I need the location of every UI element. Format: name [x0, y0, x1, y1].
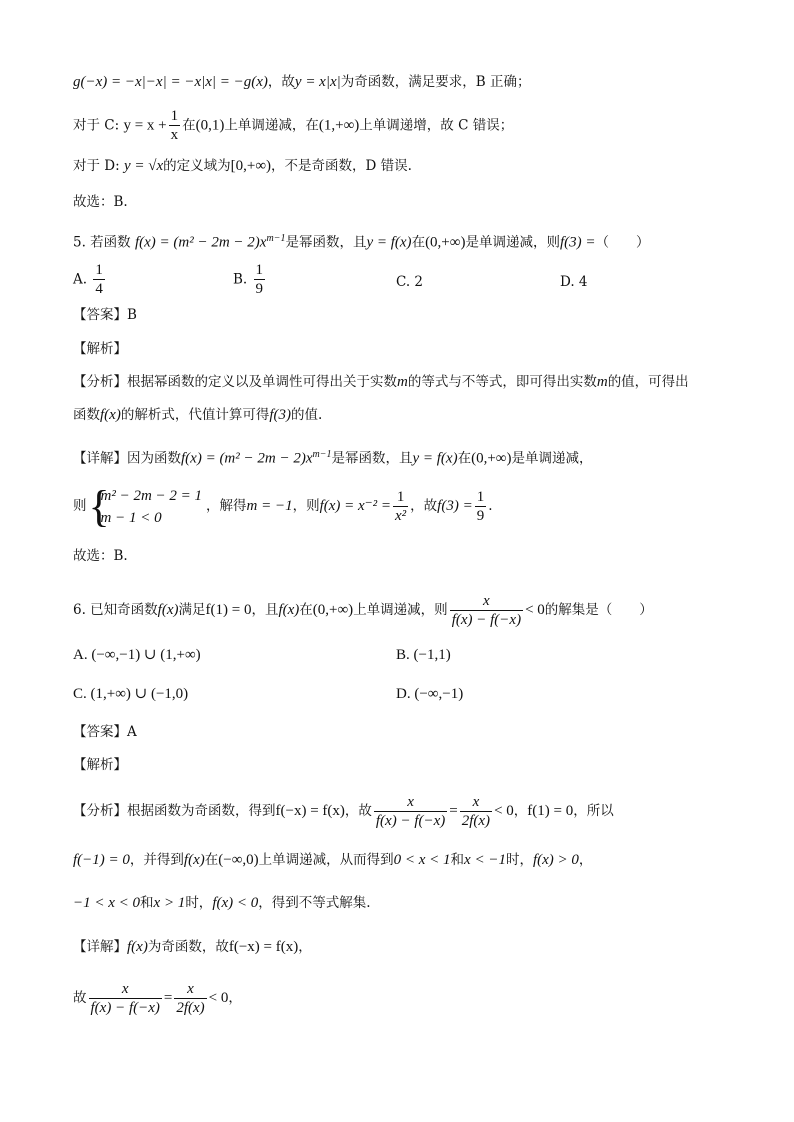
option-b: B. $\frac{1}{9}$: [233, 262, 264, 297]
fraction: $\frac{1}{9}$: [476, 488, 485, 524]
q6-fenxi-2: f(−1) = 0，并得到f(x)在(−∞,0)上单调递减，从而得到0 < x < 1和x < −1时，f(x) > 0，: [73, 852, 593, 868]
text: 在: [182, 117, 196, 134]
fraction: $\frac{x}{2f(x)}$: [176, 980, 205, 1016]
answer-blank: （ ）: [595, 234, 650, 251]
math-expr: f(3) =: [559, 234, 596, 251]
text: ，不是奇函数，D 错误.: [271, 158, 412, 174]
interval: (1,+∞): [318, 117, 360, 134]
exponent: m−1: [266, 233, 286, 244]
math-expr: f(x) = (m² − 2m − 2)x: [134, 234, 267, 251]
q5-answer: 【答案】B: [73, 307, 137, 323]
math-expr: g(−x) = −x|−x| = −x|x| = −g(x): [73, 74, 268, 90]
text: ，故: [267, 74, 295, 90]
text: 上单调递减，在: [224, 117, 319, 134]
option-a: A. (−∞,−1) ∪ (1,+∞): [73, 647, 201, 663]
q6-jiexi: 【解析】: [73, 757, 127, 773]
q6-xiangjie: 【详解】f(x)为奇函数，故f(−x) = f(x)，: [73, 939, 312, 955]
text: 为奇函数，满足要求，B 正确；: [340, 74, 531, 90]
q6-fenxi-1: 【分析】根据函数为奇函数，得到f(−x) = f(x)，故 $\frac{x}{f(x) - f(-x)}$ = $\frac{x}{2f(x)}$ < 0，f(1) = 0，所以: [73, 793, 614, 829]
text: 是单调递减，则: [465, 234, 560, 251]
text: 上单调递增，故 C 错误；: [359, 117, 514, 134]
q5-fenxi-1: 【分析】根据幂函数的定义以及单调性可得出关于实数m的等式与不等式，即可得出实数m的值，可得出: [73, 374, 689, 390]
choose-line: 故选：B.: [73, 194, 128, 210]
text: 在: [411, 234, 426, 251]
text: 5. 若函数: [73, 234, 131, 251]
interval: (0,1): [195, 117, 225, 134]
equation-system: { m² − 2m − 2 = 1 m − 1 < 0: [88, 481, 203, 531]
fraction: $\frac{x}{2f(x)}$: [461, 793, 491, 829]
option-a: A. $\frac{1}{4}$: [73, 262, 103, 297]
fraction: $\frac{x}{f(x) - f(-x)}$: [375, 793, 446, 829]
math-expr: y = f(x): [366, 234, 412, 251]
interval: [0,+∞): [230, 158, 272, 174]
q5-options: [73, 262, 723, 302]
option-c: C. 2: [396, 274, 424, 290]
option-b: B. (−1,1): [396, 647, 451, 663]
math-expr: y = x +: [123, 117, 167, 134]
fraction: $\frac{1}{9}$: [255, 262, 264, 297]
solution-line-d: [73, 156, 412, 176]
solution-line-b: [73, 72, 530, 92]
option-c: C. (1,+∞) ∪ (−1,0): [73, 686, 189, 702]
q6-fenxi-3: −1 < x < 0和x > 1时，f(x) < 0，得到不等式解集.: [73, 895, 371, 911]
text: 的定义域为: [163, 158, 231, 174]
q5-stem: [73, 229, 650, 253]
text: 对于 C:: [73, 117, 120, 134]
fraction: $\frac{1}{4}$: [95, 262, 103, 297]
q5-choose: 故选：B.: [73, 548, 128, 564]
option-d: D. (−∞,−1): [396, 686, 464, 702]
fraction: $\frac{x}{f(x) - f(-x)}$: [90, 980, 160, 1016]
math-expr: y = x|x|: [294, 74, 341, 90]
fraction: $\frac{1}{\text{x²}}$: [395, 488, 407, 524]
q5-xiangjie: 【详解】因为函数$f(x) = (m^2 - 2m - 2)x^{m-1}$是幂函数，且y = f(x)在(0,+∞)是单调递减，: [73, 449, 593, 467]
interval: (0,+∞): [425, 234, 466, 251]
q6-last: 故 $\frac{x}{f(x) - f(-x)}$ = $\frac{x}{2f(x)}$ < 0，: [73, 980, 242, 1016]
q5-jiexi: 【解析】: [73, 341, 127, 357]
q6-stem: 6. 已知奇函数f(x)满足f(1) = 0，且f(x)在(0,+∞)上单调递减，则 $\frac{x}{f(x) - f(-x)}$ < 0的解集是（ ）: [73, 592, 653, 628]
text: 对于 D:: [73, 158, 120, 174]
q5-system: 则 { m² − 2m − 2 = 1 m − 1 < 0 ，解得m = −1，则f(x) = x⁻² = $\frac{1}{\text{x²}}$ ，故f(3) = $\frac{1}{9}$ .: [73, 481, 493, 531]
text: 是幂函数，且: [285, 234, 367, 251]
q6-answer: 【答案】A: [73, 724, 137, 740]
fraction: $\frac{1}{x}$: [170, 108, 179, 143]
q5-fenxi-2: 函数f(x)的解析式，代值计算可得f(3)的值.: [73, 407, 323, 423]
option-d: D. 4: [560, 274, 588, 290]
solution-line-c: [73, 108, 513, 144]
math-expr: y = √x: [123, 158, 164, 174]
fraction: $\frac{x}{f(x) - f(-x)}$: [451, 592, 522, 628]
